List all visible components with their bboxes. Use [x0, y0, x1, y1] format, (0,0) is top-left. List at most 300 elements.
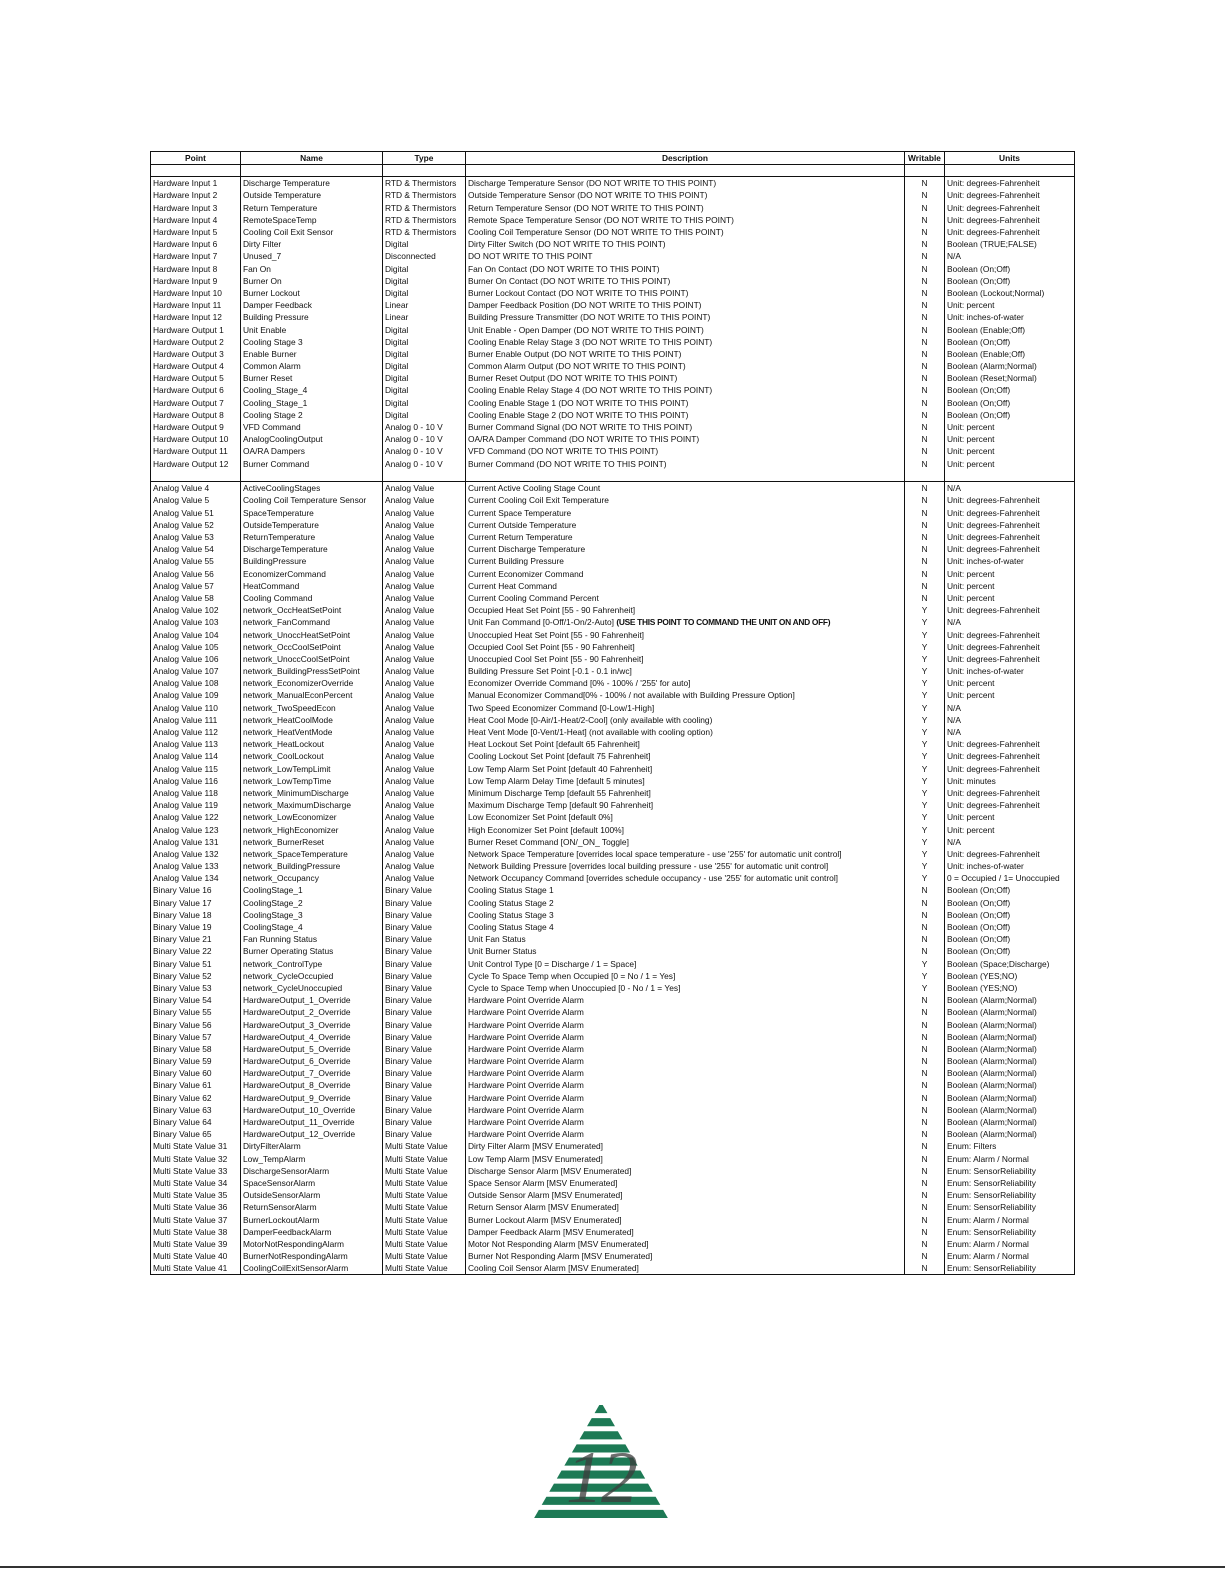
cell-writable: N — [905, 287, 945, 299]
cell-point: Multi State Value 34 — [151, 1177, 241, 1189]
cell-point: Analog Value 131 — [151, 836, 241, 848]
cell-writable: N — [905, 1128, 945, 1140]
cell-units: Enum: Alarm / Normal — [945, 1213, 1075, 1225]
header-name: Name — [241, 152, 383, 165]
table-row — [151, 970, 1075, 982]
cell-point: Analog Value 103 — [151, 616, 241, 628]
cell-units: Unit: degrees-Fahrenheit — [945, 214, 1075, 226]
cell-description: Heat Cool Mode [0-Air/1-Heat/2-Cool] (only available with cooling) — [466, 714, 905, 726]
cell-point: Binary Value 58 — [151, 1043, 241, 1055]
table-row — [151, 323, 1075, 335]
cell-units: Boolean (Alarm;Normal) — [945, 1116, 1075, 1128]
cell-units: Unit: degrees-Fahrenheit — [945, 177, 1075, 190]
cell-name: SpaceTemperature — [241, 507, 383, 519]
cell-name: network_BuildingPressure — [241, 860, 383, 872]
cell-writable: N — [905, 336, 945, 348]
cell-name: network_ManualEconPercent — [241, 689, 383, 701]
cell-point: Multi State Value 37 — [151, 1213, 241, 1225]
cell-units: Boolean (Alarm;Normal) — [945, 1043, 1075, 1055]
table-row — [151, 702, 1075, 714]
table-row — [151, 628, 1075, 640]
spacer-cell — [905, 165, 945, 177]
cell-writable: N — [905, 1043, 945, 1055]
cell-writable: N — [905, 494, 945, 506]
cell-description: Two Speed Economizer Command [0-Low/1-High] — [466, 702, 905, 714]
cell-writable: N — [905, 323, 945, 335]
cell-type: Analog 0 - 10 V — [383, 458, 466, 470]
cell-name: Unit Enable — [241, 323, 383, 335]
table-row — [151, 1128, 1075, 1140]
table-row — [151, 897, 1075, 909]
table-row — [151, 372, 1075, 384]
cell-name: Cooling Stage 2 — [241, 409, 383, 421]
cell-type: Digital — [383, 397, 466, 409]
cell-description: Burner Command (DO NOT WRITE TO THIS POINT) — [466, 458, 905, 470]
cell-description — [466, 616, 905, 628]
cell-name: Building Pressure — [241, 311, 383, 323]
cell-type: Multi State Value — [383, 1165, 466, 1177]
table-row — [151, 775, 1075, 787]
cell-description: Current Discharge Temperature — [466, 543, 905, 555]
cell-point: Hardware Input 9 — [151, 275, 241, 287]
cell-units: Boolean (On;Off) — [945, 336, 1075, 348]
cell-description: Building Pressure Transmitter (DO NOT WRITE TO THIS POINT) — [466, 311, 905, 323]
cell-type: Analog Value — [383, 811, 466, 823]
cell-type: Multi State Value — [383, 1140, 466, 1152]
cell-description: Minimum Discharge Temp [default 55 Fahrenheit] — [466, 787, 905, 799]
header-row — [151, 152, 1075, 165]
cell-units: N/A — [945, 250, 1075, 262]
cell-name: network_LowEconomizer — [241, 811, 383, 823]
table-row — [151, 689, 1075, 701]
table-row — [151, 1201, 1075, 1213]
cell-name: BuildingPressure — [241, 555, 383, 567]
cell-description: Hardware Point Override Alarm — [466, 1043, 905, 1055]
cell-type: RTD & Thermistors — [383, 189, 466, 201]
cell-name: Cooling_Stage_1 — [241, 397, 383, 409]
cell-units: Boolean (On;Off) — [945, 921, 1075, 933]
cell-point: Binary Value 52 — [151, 970, 241, 982]
table-row — [151, 1226, 1075, 1238]
cell-name: network_LowTempTime — [241, 775, 383, 787]
cell-name: Low_TempAlarm — [241, 1153, 383, 1165]
cell-units: Unit: degrees-Fahrenheit — [945, 799, 1075, 811]
table-row — [151, 1031, 1075, 1043]
cell-name: HardwareOutput_7_Override — [241, 1067, 383, 1079]
cell-name: Enable Burner — [241, 348, 383, 360]
cell-type: Analog Value — [383, 628, 466, 640]
cell-type: Binary Value — [383, 933, 466, 945]
table-row — [151, 384, 1075, 396]
cell-description: Common Alarm Output (DO NOT WRITE TO THIS POINT) — [466, 360, 905, 372]
cell-name: AnalogCoolingOutput — [241, 433, 383, 445]
cell-writable: N — [905, 921, 945, 933]
cell-units: Unit: degrees-Fahrenheit — [945, 543, 1075, 555]
cell-point: Binary Value 59 — [151, 1055, 241, 1067]
cell-units: Unit: degrees-Fahrenheit — [945, 604, 1075, 616]
cell-writable: N — [905, 421, 945, 433]
table-row — [151, 860, 1075, 872]
spacer-cell — [945, 470, 1075, 482]
cell-type: Multi State Value — [383, 1177, 466, 1189]
cell-description: Building Pressure Set Point [-0.1 - 0.1 in/wc] — [466, 665, 905, 677]
cell-description: Unit Burner Status — [466, 945, 905, 957]
table-row — [151, 848, 1075, 860]
cell-type: Analog Value — [383, 568, 466, 580]
cell-description: Hardware Point Override Alarm — [466, 1018, 905, 1030]
cell-description: Damper Feedback Alarm [MSV Enumerated] — [466, 1226, 905, 1238]
cell-point: Analog Value 54 — [151, 543, 241, 555]
cell-point: Analog Value 108 — [151, 677, 241, 689]
cell-name: network_OccCoolSetPoint — [241, 641, 383, 653]
cell-point: Hardware Input 10 — [151, 287, 241, 299]
cell-units: Unit: degrees-Fahrenheit — [945, 189, 1075, 201]
cell-units: Unit: percent — [945, 811, 1075, 823]
cell-description: Hardware Point Override Alarm — [466, 1128, 905, 1140]
header-units: Units — [945, 152, 1075, 165]
spacer-cell — [383, 470, 466, 482]
cell-description: Cooling Coil Sensor Alarm [MSV Enumerated] — [466, 1262, 905, 1275]
cell-name: network_Occupancy — [241, 872, 383, 884]
spacer-row — [151, 165, 1075, 177]
cell-name: CoolingStage_3 — [241, 909, 383, 921]
cell-point: Analog Value 5 — [151, 494, 241, 506]
table-row — [151, 214, 1075, 226]
cell-point: Multi State Value 32 — [151, 1153, 241, 1165]
cell-writable: N — [905, 1031, 945, 1043]
table-row — [151, 726, 1075, 738]
cell-type: Analog Value — [383, 872, 466, 884]
cell-type: Digital — [383, 275, 466, 287]
cell-writable: Y — [905, 689, 945, 701]
spacer-cell — [466, 165, 905, 177]
cell-writable: N — [905, 909, 945, 921]
cell-type: Analog 0 - 10 V — [383, 433, 466, 445]
cell-point: Analog Value 4 — [151, 482, 241, 495]
table-row — [151, 202, 1075, 214]
cell-description: Maximum Discharge Temp [default 90 Fahrenheit] — [466, 799, 905, 811]
cell-writable: N — [905, 189, 945, 201]
cell-name: network_LowTempLimit — [241, 763, 383, 775]
bottom-rule — [0, 1566, 1225, 1568]
cell-units: Boolean (Alarm;Normal) — [945, 1031, 1075, 1043]
cell-point: Analog Value 114 — [151, 750, 241, 762]
cell-description: Cooling Status Stage 2 — [466, 897, 905, 909]
cell-writable: N — [905, 543, 945, 555]
cell-units: Boolean (TRUE;FALSE) — [945, 238, 1075, 250]
cell-writable: Y — [905, 628, 945, 640]
cell-writable: N — [905, 1006, 945, 1018]
cell-name: CoolingStage_1 — [241, 884, 383, 896]
header-point: Point — [151, 152, 241, 165]
cell-point: Analog Value 119 — [151, 799, 241, 811]
cell-type: Binary Value — [383, 1043, 466, 1055]
description-note: (USE THIS POINT TO COMMAND THE UNIT ON AND OFF) — [616, 617, 831, 628]
cell-type: Digital — [383, 409, 466, 421]
cell-name: Cooling Coil Exit Sensor — [241, 226, 383, 238]
table-row — [151, 738, 1075, 750]
cell-description: Hardware Point Override Alarm — [466, 994, 905, 1006]
cell-writable: N — [905, 1201, 945, 1213]
cell-writable: N — [905, 519, 945, 531]
header-writable: Writable — [905, 152, 945, 165]
cell-units: Unit: degrees-Fahrenheit — [945, 226, 1075, 238]
cell-type: RTD & Thermistors — [383, 226, 466, 238]
spacer-cell — [466, 470, 905, 482]
table-row — [151, 1189, 1075, 1201]
cell-type: Analog Value — [383, 738, 466, 750]
cell-writable: Y — [905, 848, 945, 860]
cell-point: Binary Value 17 — [151, 897, 241, 909]
header-description: Description — [466, 152, 905, 165]
cell-point: Binary Value 19 — [151, 921, 241, 933]
table-row — [151, 336, 1075, 348]
cell-description: OA/RA Damper Command (DO NOT WRITE TO THIS POINT) — [466, 433, 905, 445]
cell-type: Binary Value — [383, 1092, 466, 1104]
cell-writable: Y — [905, 823, 945, 835]
cell-writable: Y — [905, 958, 945, 970]
cell-description: VFD Command (DO NOT WRITE TO THIS POINT) — [466, 445, 905, 457]
table-row — [151, 311, 1075, 323]
cell-units: Unit: degrees-Fahrenheit — [945, 787, 1075, 799]
cell-description: Cooling Enable Relay Stage 4 (DO NOT WRITE TO THIS POINT) — [466, 384, 905, 396]
table-row — [151, 677, 1075, 689]
cell-units: Unit: percent — [945, 689, 1075, 701]
cell-point: Multi State Value 39 — [151, 1238, 241, 1250]
cell-point: Analog Value 106 — [151, 653, 241, 665]
cell-writable: N — [905, 1092, 945, 1104]
cell-type: Multi State Value — [383, 1189, 466, 1201]
cell-point: Binary Value 21 — [151, 933, 241, 945]
table-row — [151, 189, 1075, 201]
cell-name: HardwareOutput_6_Override — [241, 1055, 383, 1067]
cell-units: Boolean (On;Off) — [945, 384, 1075, 396]
cell-point: Analog Value 55 — [151, 555, 241, 567]
cell-description: Space Sensor Alarm [MSV Enumerated] — [466, 1177, 905, 1189]
table-row — [151, 884, 1075, 896]
cell-point: Binary Value 62 — [151, 1092, 241, 1104]
cell-writable: N — [905, 1226, 945, 1238]
cell-type: Multi State Value — [383, 1262, 466, 1275]
cell-name: Burner Command — [241, 458, 383, 470]
cell-description: Burner Not Responding Alarm [MSV Enumerated] — [466, 1250, 905, 1262]
cell-writable: N — [905, 177, 945, 190]
cell-type: RTD & Thermistors — [383, 214, 466, 226]
cell-units: Boolean (On;Off) — [945, 933, 1075, 945]
cell-type: Binary Value — [383, 909, 466, 921]
cell-name: network_HeatCoolMode — [241, 714, 383, 726]
cell-description: Outside Temperature Sensor (DO NOT WRITE TO THIS POINT) — [466, 189, 905, 201]
cell-units: Boolean (Alarm;Normal) — [945, 1006, 1075, 1018]
cell-name: Damper Feedback — [241, 299, 383, 311]
cell-description: Discharge Temperature Sensor (DO NOT WRITE TO THIS POINT) — [466, 177, 905, 190]
cell-point: Binary Value 61 — [151, 1079, 241, 1091]
cell-writable: N — [905, 1250, 945, 1262]
table-row — [151, 1043, 1075, 1055]
cell-units: Boolean (Alarm;Normal) — [945, 1128, 1075, 1140]
cell-writable: N — [905, 202, 945, 214]
cell-point: Binary Value 53 — [151, 982, 241, 994]
cell-description: Heat Vent Mode [0-Vent/1-Heat] (not available with cooling option) — [466, 726, 905, 738]
table-row — [151, 1116, 1075, 1128]
cell-units: Unit: degrees-Fahrenheit — [945, 494, 1075, 506]
cell-type: Digital — [383, 384, 466, 396]
cell-type: Multi State Value — [383, 1153, 466, 1165]
cell-name: DamperFeedbackAlarm — [241, 1226, 383, 1238]
table-row — [151, 238, 1075, 250]
cell-type: Digital — [383, 238, 466, 250]
cell-type: Linear — [383, 311, 466, 323]
cell-name: HardwareOutput_1_Override — [241, 994, 383, 1006]
cell-name: EconomizerCommand — [241, 568, 383, 580]
table-row — [151, 616, 1075, 628]
table-row — [151, 641, 1075, 653]
cell-point: Analog Value 58 — [151, 592, 241, 604]
cell-units: N/A — [945, 726, 1075, 738]
table-row — [151, 958, 1075, 970]
cell-point: Hardware Output 2 — [151, 336, 241, 348]
cell-writable: Y — [905, 653, 945, 665]
cell-units: Unit: percent — [945, 677, 1075, 689]
cell-type: Digital — [383, 263, 466, 275]
cell-writable: Y — [905, 775, 945, 787]
cell-description: Hardware Point Override Alarm — [466, 1055, 905, 1067]
cell-name: HardwareOutput_8_Override — [241, 1079, 383, 1091]
cell-type: Multi State Value — [383, 1226, 466, 1238]
cell-point: Binary Value 57 — [151, 1031, 241, 1043]
cell-units: Enum: SensorReliability — [945, 1262, 1075, 1275]
cell-description: Dirty Filter Switch (DO NOT WRITE TO THIS POINT) — [466, 238, 905, 250]
table-row — [151, 1104, 1075, 1116]
cell-name: network_EconomizerOverride — [241, 677, 383, 689]
table-row — [151, 555, 1075, 567]
cell-units: Unit: inches-of-water — [945, 555, 1075, 567]
table-row — [151, 1018, 1075, 1030]
cell-writable: N — [905, 384, 945, 396]
table-row — [151, 421, 1075, 433]
table-row — [151, 714, 1075, 726]
cell-writable: Y — [905, 604, 945, 616]
table-row — [151, 494, 1075, 506]
cell-units: Boolean (Alarm;Normal) — [945, 360, 1075, 372]
cell-name: network_MaximumDischarge — [241, 799, 383, 811]
cell-point: Hardware Input 3 — [151, 202, 241, 214]
cell-description: Cycle To Space Temp when Occupied [0 = No / 1 = Yes] — [466, 970, 905, 982]
cell-name: SpaceSensorAlarm — [241, 1177, 383, 1189]
cell-description: Hardware Point Override Alarm — [466, 1006, 905, 1018]
cell-type: Analog Value — [383, 665, 466, 677]
cell-description: Occupied Cool Set Point [55 - 90 Fahrenheit] — [466, 641, 905, 653]
cell-type: Analog Value — [383, 592, 466, 604]
cell-name: Burner Lockout — [241, 287, 383, 299]
cell-type: Multi State Value — [383, 1250, 466, 1262]
cell-point: Analog Value 118 — [151, 787, 241, 799]
cell-units: Boolean (Alarm;Normal) — [945, 1092, 1075, 1104]
cell-type: Binary Value — [383, 884, 466, 896]
cell-description: Unit Control Type [0 = Discharge / 1 = Space] — [466, 958, 905, 970]
table-row — [151, 275, 1075, 287]
cell-description: Motor Not Responding Alarm [MSV Enumerated] — [466, 1238, 905, 1250]
cell-type: Analog Value — [383, 507, 466, 519]
table-row — [151, 299, 1075, 311]
cell-units: Unit: percent — [945, 445, 1075, 457]
cell-type: RTD & Thermistors — [383, 177, 466, 190]
cell-units: Unit: degrees-Fahrenheit — [945, 750, 1075, 762]
cell-units: Boolean (Alarm;Normal) — [945, 1018, 1075, 1030]
cell-description: Current Cooling Command Percent — [466, 592, 905, 604]
cell-units: Unit: percent — [945, 568, 1075, 580]
cell-units: Unit: degrees-Fahrenheit — [945, 763, 1075, 775]
cell-type: Analog Value — [383, 604, 466, 616]
cell-writable: N — [905, 1177, 945, 1189]
table-row — [151, 250, 1075, 262]
table-row — [151, 519, 1075, 531]
cell-writable: Y — [905, 982, 945, 994]
cell-point: Analog Value 53 — [151, 531, 241, 543]
spacer-cell — [151, 470, 241, 482]
cell-type: Digital — [383, 323, 466, 335]
cell-type: Binary Value — [383, 994, 466, 1006]
cell-name: DischargeSensorAlarm — [241, 1165, 383, 1177]
cell-point: Analog Value 113 — [151, 738, 241, 750]
table-row — [151, 994, 1075, 1006]
cell-point: Multi State Value 35 — [151, 1189, 241, 1201]
cell-name: HardwareOutput_12_Override — [241, 1128, 383, 1140]
cell-name: Burner On — [241, 275, 383, 287]
cell-point: Hardware Input 7 — [151, 250, 241, 262]
cell-writable: N — [905, 933, 945, 945]
cell-units: Unit: inches-of-water — [945, 665, 1075, 677]
cell-writable: N — [905, 226, 945, 238]
table-row — [151, 787, 1075, 799]
cell-point: Hardware Output 6 — [151, 384, 241, 396]
cell-type: Analog Value — [383, 641, 466, 653]
cell-name: HardwareOutput_3_Override — [241, 1018, 383, 1030]
header-type: Type — [383, 152, 466, 165]
cell-description: Burner Reset Output (DO NOT WRITE TO THIS POINT) — [466, 372, 905, 384]
table-row — [151, 933, 1075, 945]
cell-writable: Y — [905, 702, 945, 714]
cell-description: High Economizer Set Point [default 100%] — [466, 823, 905, 835]
cell-writable: N — [905, 1067, 945, 1079]
cell-writable: Y — [905, 872, 945, 884]
cell-writable: N — [905, 238, 945, 250]
cell-name: OutsideTemperature — [241, 519, 383, 531]
cell-type: Multi State Value — [383, 1201, 466, 1213]
cell-name: network_HighEconomizer — [241, 823, 383, 835]
cell-name: Common Alarm — [241, 360, 383, 372]
cell-description: Current Cooling Coil Exit Temperature — [466, 494, 905, 506]
cell-writable: N — [905, 580, 945, 592]
cell-units: Boolean (Enable;Off) — [945, 323, 1075, 335]
cell-type: Binary Value — [383, 1067, 466, 1079]
cell-units: 0 = Occupied / 1= Unoccupied — [945, 872, 1075, 884]
table-row — [151, 580, 1075, 592]
cell-units: Unit: degrees-Fahrenheit — [945, 202, 1075, 214]
cell-point: Analog Value 123 — [151, 823, 241, 835]
cell-description: Low Temp Alarm Delay Time [default 5 minutes] — [466, 775, 905, 787]
cell-description: Return Temperature Sensor (DO NOT WRITE TO THIS POINT) — [466, 202, 905, 214]
cell-description: Fan On Contact (DO NOT WRITE TO THIS POINT) — [466, 263, 905, 275]
cell-name: network_CycleUnoccupied — [241, 982, 383, 994]
cell-writable: N — [905, 897, 945, 909]
table-row — [151, 1262, 1075, 1275]
table-row — [151, 482, 1075, 495]
cell-writable: N — [905, 507, 945, 519]
cell-description: Burner Reset Command [ON/_ON_ Toggle] — [466, 836, 905, 848]
cell-type: Analog 0 - 10 V — [383, 445, 466, 457]
spacer-cell — [945, 165, 1075, 177]
